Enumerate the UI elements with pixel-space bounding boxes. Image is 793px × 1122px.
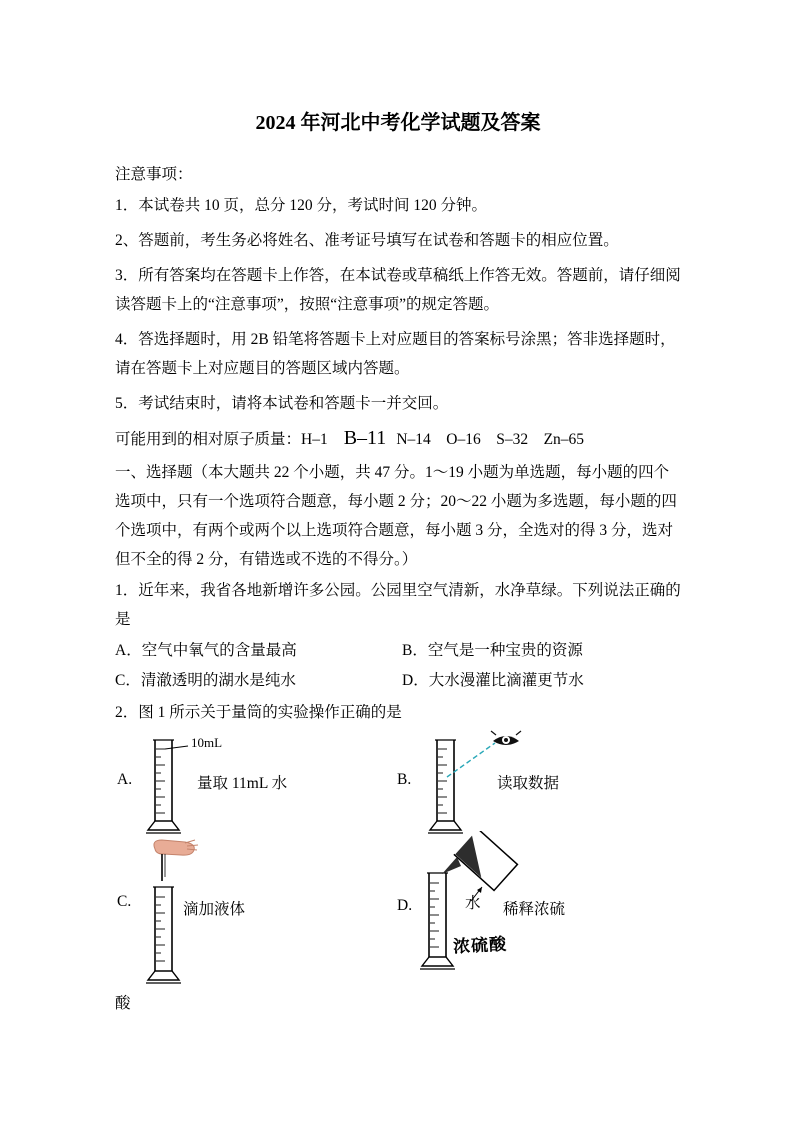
acid-label: 浓硫酸 [452, 934, 508, 957]
pointer-line [165, 746, 188, 749]
beaker-pouring-icon [454, 831, 518, 890]
question-2-stem: 2．图 1 所示关于量筒的实验操作正确的是 [115, 704, 402, 721]
question-1-option-d: D．大水漫灌比滴灌更节水 [402, 672, 584, 689]
section-1-heading: 一、选择题（本大题共 22 个小题，共 47 分。1～19 小题为单选题，每小题的四个选项中，只有一个选项符合题意，每小题 2 分；20～22 小题为多选题，每小题的四个选项中，有两个或两个以上选项符合题意，每小题 3 分，全选对的得 3 分，选对但不全的得 2 分，有错选或不选的不得分。） [115, 464, 677, 568]
figure-c-caption: 滴加液体 [183, 901, 246, 918]
figure-a-label: A. [117, 771, 133, 788]
cylinder-volume-mark: 10mL [191, 735, 223, 750]
graduated-cylinder-d-icon [420, 873, 455, 969]
cylinder-a-ticks [156, 749, 165, 813]
liquid-stream [442, 857, 461, 874]
notice-header: 注意事项： [115, 166, 193, 183]
notice-item-2: 2、答题前，考生务必将姓名、准考证号填写在试卷和答题卡的相应位置。 [115, 232, 619, 249]
notice-item-1: 1．本试卷共 10 页，总分 120 分，考试时间 120 分钟。 [115, 197, 488, 214]
atomic-mass-line [115, 424, 681, 454]
figure-b-caption: 读取数据 [497, 775, 560, 792]
notice-item-4: 4．答选择题时，用 2B 铅笔将答题卡上对应题目的答案标号涂黑；答非选择题时，请在答题卡上对应题目的答题区域内答题。 [115, 331, 676, 377]
document-title: 2024 年河北中考化学试题及答案 [255, 112, 541, 134]
water-label: 水 [465, 895, 481, 912]
figure-1 [115, 729, 681, 989]
question-1-stem: 1．近年来，我省各地新增许多公园。公园里空气清新，水净草绿。下列说法正确的是 [115, 582, 681, 628]
question-1-option-b: B．空气是一种宝贵的资源 [402, 642, 583, 659]
notice-item-5: 5．考试结束时，请将本试卷和答题卡一并交回。 [115, 395, 449, 412]
eye-icon [491, 731, 521, 745]
figure-b-label: B. [397, 771, 412, 788]
atomic-mass-highlight: B–11 [343, 427, 387, 449]
figure-d-caption-continued: 酸 [115, 995, 131, 1012]
graduated-cylinder-a-icon [141, 737, 189, 835]
hand-icon [154, 840, 198, 855]
figure-a-caption: 量取 11mL 水 [197, 775, 288, 792]
notice-item-3: 3．所有答案均在答题卡上作答，在本试卷或草稿纸上作答无效。答题前，请仔细阅读答题卡上的“注意事项”，按照“注意事项”的规定答题。 [115, 267, 681, 313]
question-1-option-a: A．空气中氧气的含量最高 [115, 642, 297, 659]
cylinder-a-base [148, 821, 179, 830]
atomic-mass-rest: N–14 O–16 S–32 Zn–65 [396, 431, 585, 448]
figure-d-caption: 稀释浓硫 [503, 901, 566, 918]
graduated-cylinder-b-icon [428, 740, 463, 833]
atomic-mass-prefix: 可能用到的相对原子质量：H–1 [115, 431, 328, 448]
figure-c-label: C. [117, 893, 132, 910]
figure-d-label: D. [397, 897, 413, 914]
question-1-option-c: C．清澈透明的湖水是纯水 [115, 672, 296, 689]
graduated-cylinder-c-icon [146, 887, 181, 983]
dropper-icon [162, 854, 165, 881]
question-1-options [115, 636, 681, 696]
